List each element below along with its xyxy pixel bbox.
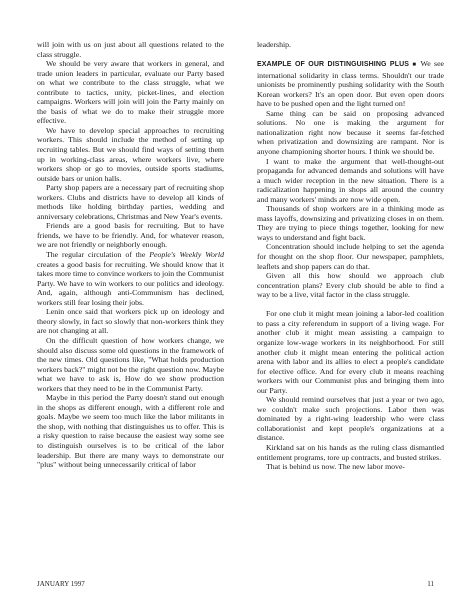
paragraph: That is behind us now. The new labor move- [266, 462, 406, 472]
section-subhead: EXAMPLE OF OUR DISTINGUISHING PLUS [257, 61, 410, 69]
square-bullet-icon: ■ [412, 62, 418, 69]
paragraph: Given all this how should we approach club concentration plans? Every club should be able to find a way to be a live, vital factor in the class struggle. [257, 271, 444, 300]
paragraph: Lenin once said that workers pick up on ideology and theory slowly, in fact so slowly that non-workers think they are not changing at all. [37, 307, 224, 336]
right-column [257, 40, 444, 472]
paragraph: I want to make the argument that well-thought-out propaganda for advanced demands and solutions will have a much wider reception in the new situation. There is a radicalization happening in shops all around the country and many workers' minds are now wide open. [257, 156, 444, 204]
section-paragraph [257, 59, 444, 109]
paragraph: Concentration should include helping to set the agenda for thought on the shop floor. Our newspaper, pamphlets, leaflets and shop papers can do that. [257, 242, 444, 271]
paragraph: Thousands of shop workers are in a thinking mode as mass layoffs, downsizing and privatizing closes in on them. They are trying to piece things together, looking for new ways to understand and fight back. [257, 204, 444, 242]
paragraph: will join with us on just about all questions related to the class struggle. [37, 40, 224, 59]
paragraph: Party shop papers are a necessary part of recruiting shop workers. Clubs and districts have to develop all kinds of methods like holding birthday parties, wedding and anniversary celebrations, Christmas and New Year's events. [37, 183, 224, 221]
page-footer [37, 580, 434, 588]
paragraph-text: The regular circulation of the [46, 250, 150, 260]
paragraph: On the difficult question of how workers change, we should also discuss some old questions in the framework of the new times. Old questions like, "What holds production workers back?" might not be the right question now. Maybe what we have to ask is, How do we show production workers that they need to be in the Communist Party. [37, 335, 224, 393]
paragraph: We should be very aware that workers in general, and trade union leaders in particular, evaluate our Party based on what we contribute to the class struggle, what we contribute to tactics, unity, picket-lines, and election campaigns. Workers will join will join the Party mainly on the basis of what we do to make their struggle more effective. [37, 59, 224, 126]
page-number: 11 [427, 580, 434, 588]
paragraph-text: creates a good basis for recruiting. We should know that it takes more time to convince workers to join the Communist Party. We have to win workers to our politics and ideology. And, again, although anti-Communism has declined, workers still fear losing their jobs. [37, 259, 224, 307]
paragraph: leadership. [257, 40, 291, 49]
paragraph: For one club it might mean joining a labor-led coalition to pass a city referendum in support of a living wage. For another club it might mean assisting a campaign to organize low-wage workers in its neighborhood. For still another club it might mean entering the political action arena with labor and its allies to elect a people's candidate for elective office. And for every club it means reaching workers with our Communist plus and bringing them into our Party. [257, 309, 444, 395]
paragraph: We have to develop special approaches to recruiting workers. This should include the method of setting up recruiting tables. But we should find ways of setting them up in working-class areas, where workers live, where workers shop or go to movies, outside sports stadiums, outside bars or union halls. [37, 125, 224, 183]
paragraph [37, 250, 224, 307]
issue-date: JANUARY 1997 [37, 580, 85, 588]
left-column [37, 40, 224, 470]
paragraph: We should remind ourselves that just a year or two ago, we couldn't make such projections. Labor then was dominated by a right-wing leadership who were class collaborationist and kept people's organizations at a distance. [257, 395, 444, 443]
paragraph-text: We see international solidarity in class terms. Shouldn't our trade unionists be prominently pushing solidarity with the South Korean workers? It's an open door. But even open doors have to be pushed open and the light turned on! [257, 59, 444, 109]
paragraph: Maybe in this period the Party doesn't stand out enough in the shops as different enough, with a different role and goals. Maybe we seem too much like the labor militants in the shop, with nothing that distinguishes us to offer. This is a risky question to raise because the easiest way some see to distinguish ourselves is to be critical of the labor leadership. But there are many ways to demonstrate our "plus" without being unnecessarily critical of labor [37, 393, 224, 470]
newspaper-title: People's Weekly World [149, 250, 224, 260]
paragraph: Same thing can be said on proposing advanced solutions. No one is making the argument for nationalization right now because it seems far-fetched when privatization and downsizing are rampant. Nor is anyone championing shorter hours. I think we should be. [257, 108, 444, 157]
paragraph: Kirkland sat on his hands as the ruling class dismantled entitlement programs, tore up contracts, and busted strikes. [257, 442, 444, 462]
paragraph: Friends are a good basis for recruiting. But to have friends, we have to be friendly. And, for whatever reason, we are not friendly or neighborly enough. [37, 221, 224, 250]
